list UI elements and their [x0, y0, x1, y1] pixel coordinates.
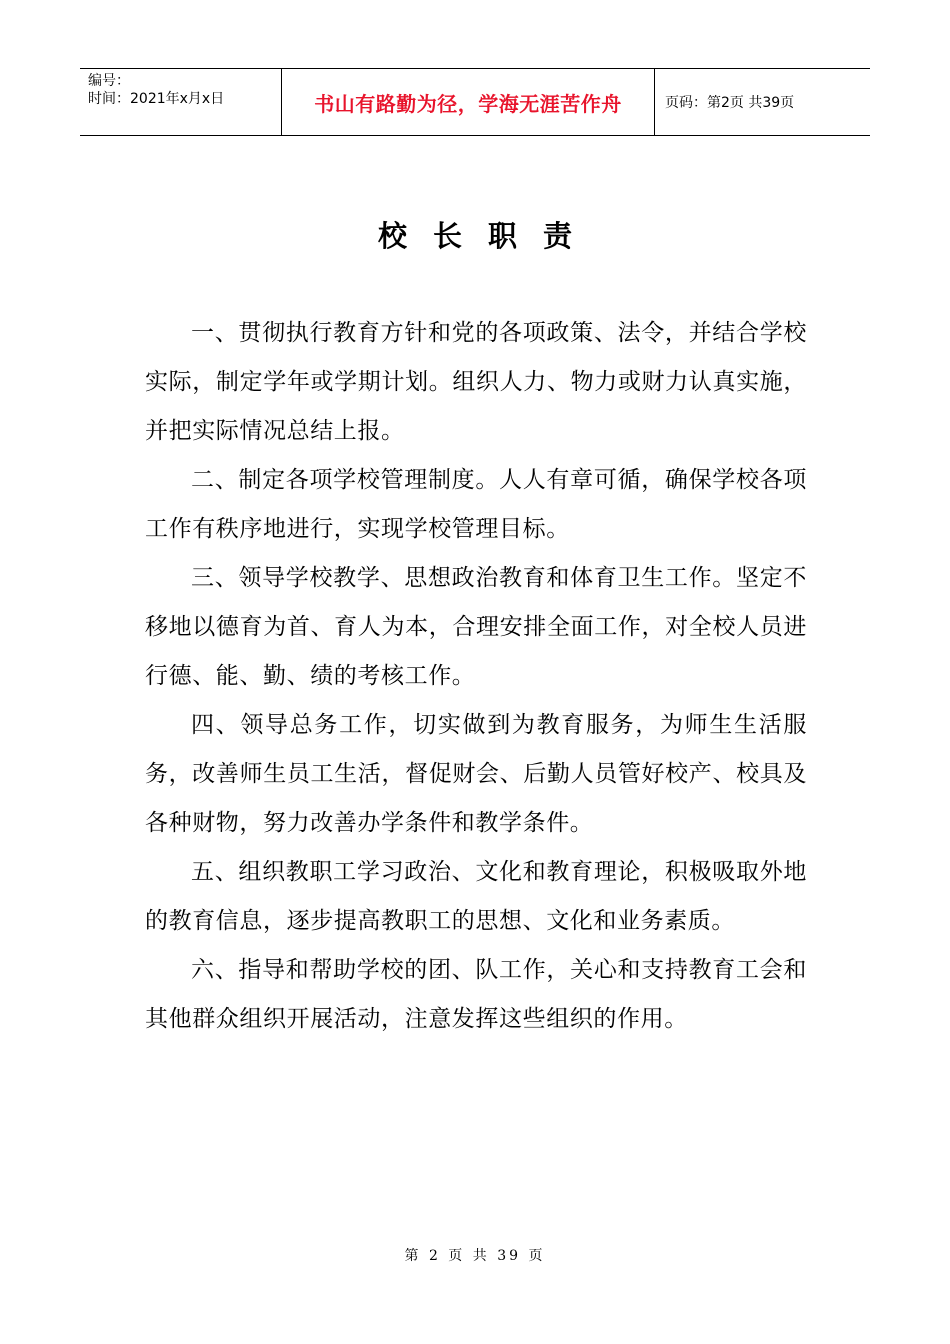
- header-page-cell: [655, 69, 870, 135]
- paragraph: 六、指导和帮助学校的团、队工作，关心和支持教育工会和其他群众组织开展活动，注意发挥这些组织的作用。: [145, 957, 807, 1032]
- paragraph: 二、制定各项学校管理制度。人人有章可循，确保学校各项工作有秩序地进行，实现学校管理目标。: [145, 467, 807, 542]
- paragraph: 四、领导总务工作，切实做到为教育服务，为师生生活服务，改善师生员工生活，督促财会、后勤人员管好校产、校具及各种财物，努力改善办学条件和教学条件。: [145, 712, 807, 836]
- footer-page-number: 第 2 页 共 39 页: [404, 1248, 546, 1264]
- document-id-label: 编号：: [88, 73, 130, 89]
- header-motto-cell: [282, 69, 655, 135]
- document-body: [145, 309, 807, 1044]
- document-time-label: 时间：2021年x月x日: [88, 91, 225, 107]
- paragraph: 一、贯彻执行教育方针和党的各项政策、法令，并结合学校实际，制定学年或学期计划。组织人力、物力或财力认真实施，并把实际情况总结上报。: [145, 320, 807, 444]
- header-page-info: 页码：第2页 共39页: [665, 95, 795, 111]
- header-meta-cell: [80, 69, 282, 135]
- document-title: 校长职责: [377, 219, 598, 253]
- header-motto: 书山有路勤为径，学海无涯苦作舟: [314, 91, 622, 116]
- header-table: [80, 68, 870, 136]
- paragraph: 三、领导学校教学、思想政治教育和体育卫生工作。坚定不移地以德育为首、育人为本，合理安排全面工作，对全校人员进行德、能、勤、绩的考核工作。: [145, 565, 807, 689]
- paragraph: 五、组织教职工学习政治、文化和教育理论，积极吸取外地的教育信息，逐步提高教职工的思想、文化和业务素质。: [145, 859, 807, 934]
